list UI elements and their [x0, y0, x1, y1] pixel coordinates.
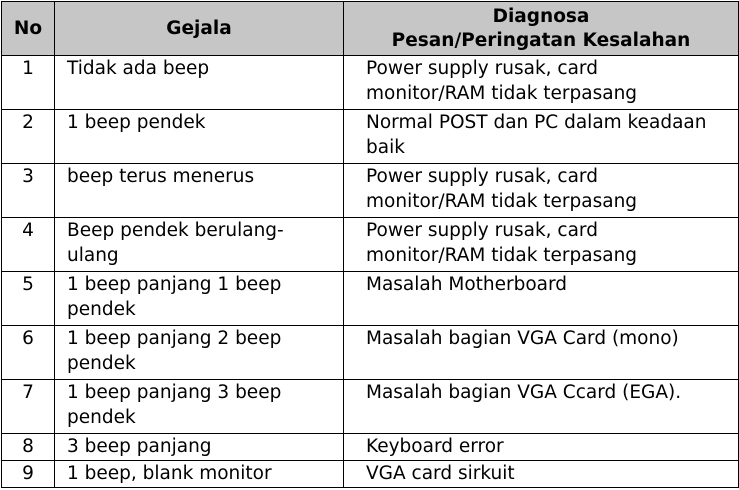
cell-gejala: [55, 461, 344, 488]
diagnosa-line: VGA card sirkuit: [366, 463, 515, 484]
diagnosa-line: Power supply rusak, card: [366, 220, 598, 241]
cell-no: 5: [2, 272, 55, 326]
cell-diagnosa: [344, 110, 739, 164]
cell-diagnosa: [344, 218, 739, 272]
cell-gejala: [55, 164, 344, 218]
cell-gejala: [55, 380, 344, 434]
diagnosa-line: Masalah bagian VGA Ccard (EGA).: [366, 382, 682, 403]
diagnosa-line: Power supply rusak, card: [366, 58, 598, 79]
cell-no: 3: [2, 164, 55, 218]
gejala-line: pendek: [67, 407, 136, 428]
diagnosa-line: monitor/RAM tidak terpasang: [366, 245, 638, 266]
gejala-line: beep terus menerus: [67, 166, 255, 187]
diagnosa-line: monitor/RAM tidak terpasang: [366, 191, 638, 212]
table-row: [2, 326, 739, 380]
cell-no: 8: [2, 434, 55, 461]
diagnosa-line: Masalah Motherboard: [366, 274, 568, 295]
diagnosa-line: baik: [366, 137, 405, 158]
cell-diagnosa: [344, 380, 739, 434]
cell-diagnosa: [344, 434, 739, 461]
gejala-line: 1 beep pendek: [67, 112, 206, 133]
cell-diagnosa: [344, 326, 739, 380]
header-diagnosa-line1: Diagnosa: [492, 5, 590, 27]
cell-diagnosa: [344, 164, 739, 218]
diagnosa-line: Keyboard error: [366, 436, 504, 457]
cell-gejala: [55, 218, 344, 272]
cell-diagnosa: [344, 461, 739, 488]
table-row: [2, 380, 739, 434]
cell-gejala: [55, 272, 344, 326]
cell-no: 2: [2, 110, 55, 164]
diagnosa-line: monitor/RAM tidak terpasang: [366, 83, 638, 104]
cell-diagnosa: [344, 56, 739, 110]
gejala-line: 1 beep, blank monitor: [67, 463, 272, 484]
table-row: [2, 164, 739, 218]
diagnosa-line: Normal POST dan PC dalam keadaan: [366, 112, 707, 133]
cell-gejala: [55, 110, 344, 164]
diagnosa-line: Power supply rusak, card: [366, 166, 598, 187]
cell-gejala: [55, 326, 344, 380]
gejala-line: 1 beep panjang 1 beep: [67, 274, 282, 295]
cell-gejala: [55, 434, 344, 461]
diagnosa-line: Masalah bagian VGA Card (mono): [366, 328, 679, 349]
header-diagnosa: [344, 2, 739, 56]
gejala-line: 1 beep panjang 3 beep: [67, 382, 282, 403]
cell-no: 1: [2, 56, 55, 110]
header-no: No: [2, 2, 55, 56]
cell-no: 4: [2, 218, 55, 272]
gejala-line: Tidak ada beep: [67, 58, 210, 79]
beep-code-table: [1, 1, 739, 488]
gejala-line: Beep pendek berulang-: [67, 220, 284, 241]
table-row: [2, 110, 739, 164]
cell-no: 7: [2, 380, 55, 434]
cell-no: 6: [2, 326, 55, 380]
header-diagnosa-line2: Pesan/Peringatan Kesalahan: [391, 29, 691, 51]
header-gejala: Gejala: [55, 2, 344, 56]
table-row: [2, 218, 739, 272]
gejala-line: pendek: [67, 353, 136, 374]
gejala-line: pendek: [67, 299, 136, 320]
table-header-row: [2, 2, 739, 56]
table-row: [2, 56, 739, 110]
table-row: [2, 434, 739, 461]
gejala-line: 1 beep panjang 2 beep: [67, 328, 282, 349]
gejala-line: 3 beep panjang: [67, 436, 212, 457]
cell-gejala: [55, 56, 344, 110]
gejala-line: ulang: [67, 245, 119, 266]
table-row: [2, 461, 739, 488]
cell-diagnosa: [344, 272, 739, 326]
cell-no: 9: [2, 461, 55, 488]
table-row: [2, 272, 739, 326]
